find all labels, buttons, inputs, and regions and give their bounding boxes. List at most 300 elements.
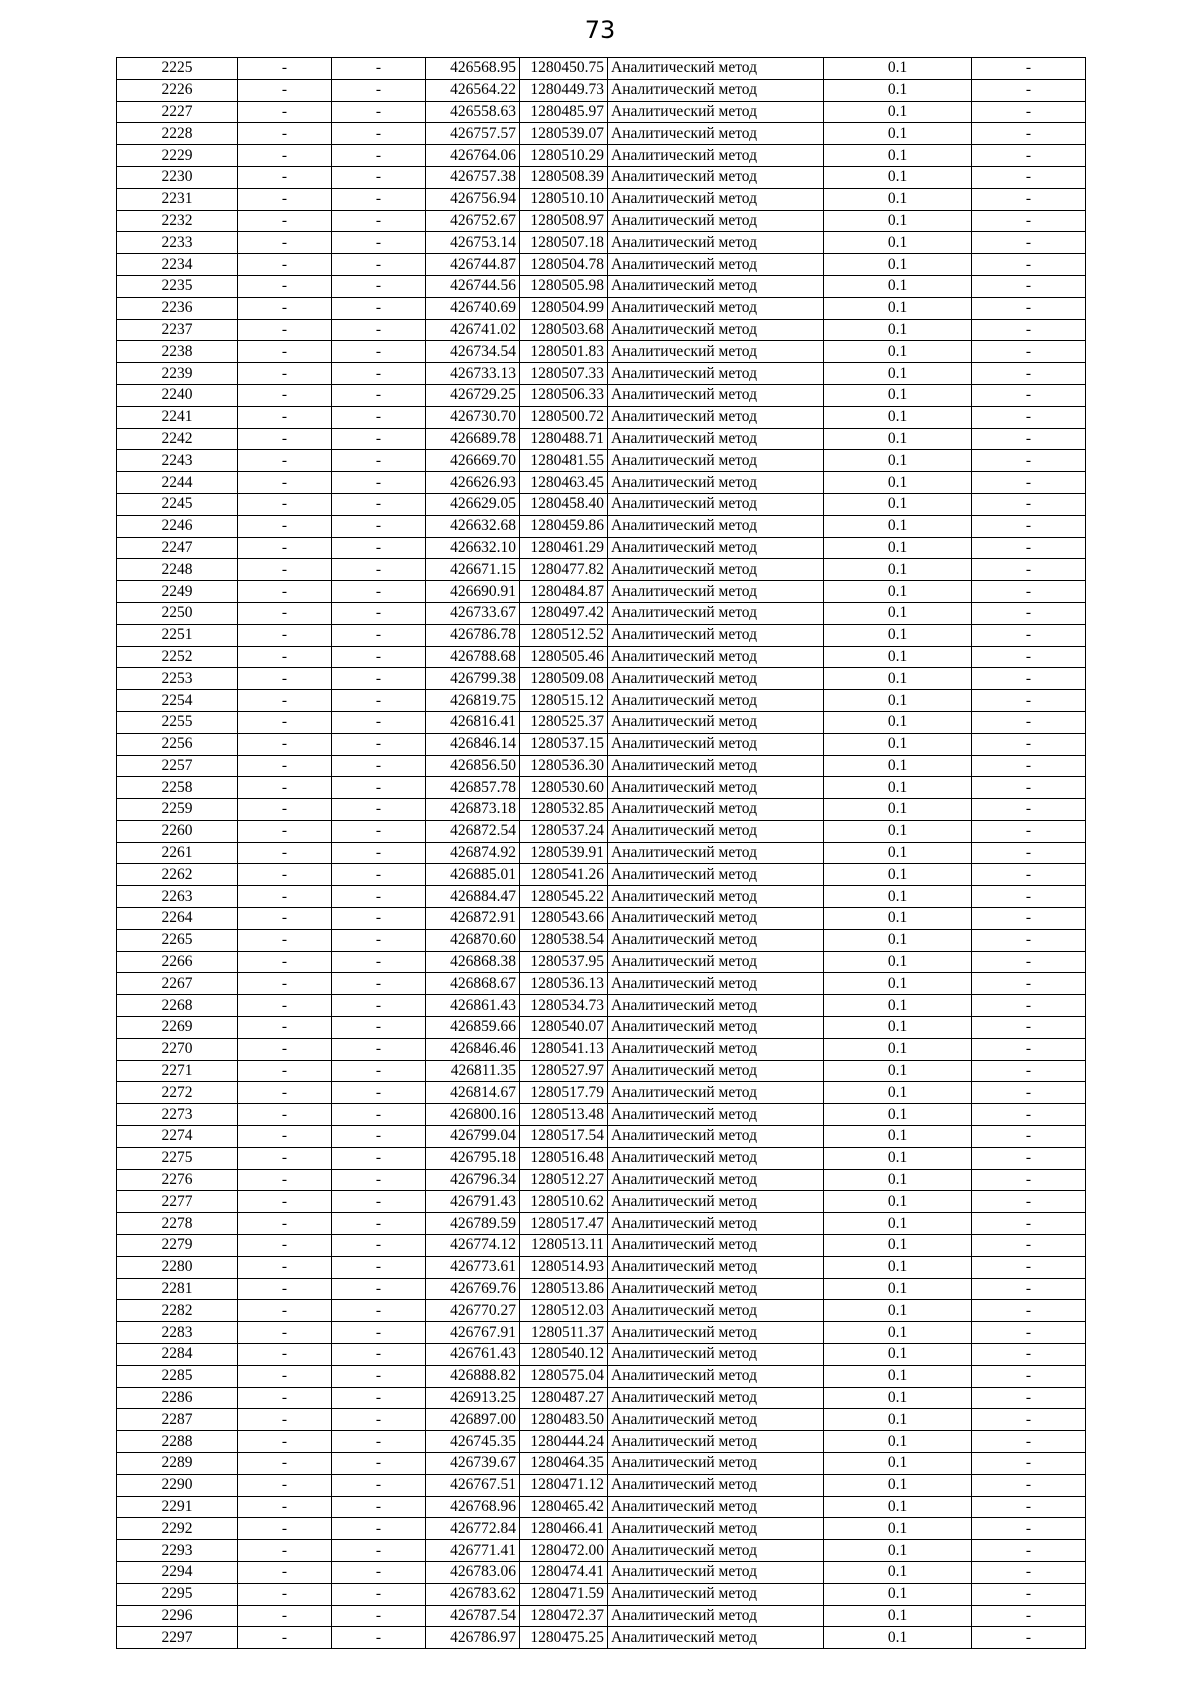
dash-cell: - — [238, 951, 332, 973]
x-coordinate-cell: 426786.97 — [426, 1627, 520, 1649]
method-cell: Аналитический метод — [608, 166, 824, 188]
table-row — [117, 646, 1086, 668]
x-coordinate-cell: 426564.22 — [426, 79, 520, 101]
dash-cell: - — [238, 1213, 332, 1235]
dash-cell: - — [972, 842, 1086, 864]
point-number-cell: 2225 — [117, 58, 238, 80]
point-number-cell: 2252 — [117, 646, 238, 668]
method-cell: Аналитический метод — [608, 428, 824, 450]
x-coordinate-cell: 426859.66 — [426, 1017, 520, 1039]
x-coordinate-cell: 426669.70 — [426, 450, 520, 472]
method-cell: Аналитический метод — [608, 995, 824, 1017]
dash-cell: - — [972, 1169, 1086, 1191]
dash-cell: - — [332, 406, 426, 428]
method-cell: Аналитический метод — [608, 1540, 824, 1562]
point-number-cell: 2238 — [117, 341, 238, 363]
dash-cell: - — [332, 995, 426, 1017]
dash-cell: - — [972, 166, 1086, 188]
dash-cell: - — [332, 1583, 426, 1605]
dash-cell: - — [972, 232, 1086, 254]
dash-cell: - — [238, 1561, 332, 1583]
y-coordinate-cell: 1280525.37 — [520, 711, 608, 733]
table-row — [117, 1147, 1086, 1169]
dash-cell: - — [332, 690, 426, 712]
dash-cell: - — [972, 1126, 1086, 1148]
dash-cell: - — [332, 559, 426, 581]
method-cell: Аналитический метод — [608, 472, 824, 494]
method-cell: Аналитический метод — [608, 1561, 824, 1583]
y-coordinate-cell: 1280541.26 — [520, 864, 608, 886]
table-row — [117, 951, 1086, 973]
x-coordinate-cell: 426734.54 — [426, 341, 520, 363]
dash-cell: - — [238, 581, 332, 603]
table-row — [117, 1060, 1086, 1082]
dash-cell: - — [238, 995, 332, 1017]
y-coordinate-cell: 1280543.66 — [520, 908, 608, 930]
point-number-cell: 2268 — [117, 995, 238, 1017]
x-coordinate-cell: 426791.43 — [426, 1191, 520, 1213]
y-coordinate-cell: 1280485.97 — [520, 101, 608, 123]
dash-cell: - — [238, 275, 332, 297]
table-row — [117, 1126, 1086, 1148]
method-cell: Аналитический метод — [608, 1431, 824, 1453]
dash-cell: - — [238, 384, 332, 406]
x-coordinate-cell: 426756.94 — [426, 188, 520, 210]
x-coordinate-cell: 426632.68 — [426, 515, 520, 537]
dash-cell: - — [332, 908, 426, 930]
table-row — [117, 123, 1086, 145]
dash-cell: - — [972, 145, 1086, 167]
accuracy-cell: 0.1 — [824, 1038, 972, 1060]
y-coordinate-cell: 1280516.48 — [520, 1147, 608, 1169]
y-coordinate-cell: 1280501.83 — [520, 341, 608, 363]
dash-cell: - — [972, 1322, 1086, 1344]
table-row — [117, 995, 1086, 1017]
x-coordinate-cell: 426846.46 — [426, 1038, 520, 1060]
y-coordinate-cell: 1280539.91 — [520, 842, 608, 864]
accuracy-cell: 0.1 — [824, 820, 972, 842]
accuracy-cell: 0.1 — [824, 1496, 972, 1518]
method-cell: Аналитический метод — [608, 493, 824, 515]
x-coordinate-cell: 426788.68 — [426, 646, 520, 668]
dash-cell: - — [238, 1147, 332, 1169]
x-coordinate-cell: 426771.41 — [426, 1540, 520, 1562]
dash-cell: - — [972, 1017, 1086, 1039]
y-coordinate-cell: 1280530.60 — [520, 777, 608, 799]
table-row — [117, 886, 1086, 908]
dash-cell: - — [332, 929, 426, 951]
dash-cell: - — [238, 1126, 332, 1148]
dash-cell: - — [972, 1191, 1086, 1213]
y-coordinate-cell: 1280513.48 — [520, 1104, 608, 1126]
table-row — [117, 1561, 1086, 1583]
dash-cell: - — [238, 1017, 332, 1039]
dash-cell: - — [332, 820, 426, 842]
method-cell: Аналитический метод — [608, 384, 824, 406]
dash-cell: - — [332, 1431, 426, 1453]
table-row — [117, 1278, 1086, 1300]
accuracy-cell: 0.1 — [824, 799, 972, 821]
dash-cell: - — [238, 1082, 332, 1104]
method-cell: Аналитический метод — [608, 646, 824, 668]
point-number-cell: 2291 — [117, 1496, 238, 1518]
dash-cell: - — [972, 406, 1086, 428]
dash-cell: - — [238, 428, 332, 450]
x-coordinate-cell: 426795.18 — [426, 1147, 520, 1169]
method-cell: Аналитический метод — [608, 1256, 824, 1278]
method-cell: Аналитический метод — [608, 341, 824, 363]
point-number-cell: 2283 — [117, 1322, 238, 1344]
dash-cell: - — [332, 1060, 426, 1082]
x-coordinate-cell: 426626.93 — [426, 472, 520, 494]
method-cell: Аналитический метод — [608, 275, 824, 297]
dash-cell: - — [332, 711, 426, 733]
dash-cell: - — [972, 341, 1086, 363]
method-cell: Аналитический метод — [608, 559, 824, 581]
accuracy-cell: 0.1 — [824, 297, 972, 319]
method-cell: Аналитический метод — [608, 188, 824, 210]
x-coordinate-cell: 426752.67 — [426, 210, 520, 232]
dash-cell: - — [332, 1496, 426, 1518]
accuracy-cell: 0.1 — [824, 1344, 972, 1366]
dash-cell: - — [972, 951, 1086, 973]
table-row — [117, 79, 1086, 101]
y-coordinate-cell: 1280506.33 — [520, 384, 608, 406]
dash-cell: - — [332, 1540, 426, 1562]
dash-cell: - — [238, 908, 332, 930]
y-coordinate-cell: 1280508.39 — [520, 166, 608, 188]
method-cell: Аналитический метод — [608, 537, 824, 559]
table-row — [117, 406, 1086, 428]
point-number-cell: 2262 — [117, 864, 238, 886]
table-row — [117, 777, 1086, 799]
x-coordinate-cell: 426745.35 — [426, 1431, 520, 1453]
method-cell: Аналитический метод — [608, 1387, 824, 1409]
y-coordinate-cell: 1280504.78 — [520, 254, 608, 276]
y-coordinate-cell: 1280504.99 — [520, 297, 608, 319]
table-row — [117, 1104, 1086, 1126]
dash-cell: - — [972, 515, 1086, 537]
dash-cell: - — [238, 1344, 332, 1366]
x-coordinate-cell: 426846.14 — [426, 733, 520, 755]
point-number-cell: 2279 — [117, 1235, 238, 1257]
x-coordinate-cell: 426774.12 — [426, 1235, 520, 1257]
table-row — [117, 363, 1086, 385]
table-row — [117, 1583, 1086, 1605]
point-number-cell: 2278 — [117, 1213, 238, 1235]
point-number-cell: 2255 — [117, 711, 238, 733]
dash-cell: - — [238, 232, 332, 254]
x-coordinate-cell: 426757.38 — [426, 166, 520, 188]
x-coordinate-cell: 426741.02 — [426, 319, 520, 341]
table-row — [117, 864, 1086, 886]
dash-cell: - — [972, 733, 1086, 755]
accuracy-cell: 0.1 — [824, 1453, 972, 1475]
table-row — [117, 515, 1086, 537]
accuracy-cell: 0.1 — [824, 1431, 972, 1453]
y-coordinate-cell: 1280517.54 — [520, 1126, 608, 1148]
dash-cell: - — [332, 1365, 426, 1387]
table-row — [117, 1605, 1086, 1627]
dash-cell: - — [332, 297, 426, 319]
dash-cell: - — [972, 363, 1086, 385]
dash-cell: - — [332, 733, 426, 755]
y-coordinate-cell: 1280484.87 — [520, 581, 608, 603]
point-number-cell: 2243 — [117, 450, 238, 472]
table-row — [117, 711, 1086, 733]
y-coordinate-cell: 1280507.33 — [520, 363, 608, 385]
x-coordinate-cell: 426799.38 — [426, 668, 520, 690]
point-number-cell: 2246 — [117, 515, 238, 537]
method-cell: Аналитический метод — [608, 886, 824, 908]
dash-cell: - — [238, 1453, 332, 1475]
point-number-cell: 2275 — [117, 1147, 238, 1169]
dash-cell: - — [238, 101, 332, 123]
dash-cell: - — [238, 188, 332, 210]
dash-cell: - — [332, 602, 426, 624]
method-cell: Аналитический метод — [608, 581, 824, 603]
dash-cell: - — [238, 1038, 332, 1060]
accuracy-cell: 0.1 — [824, 210, 972, 232]
dash-cell: - — [238, 929, 332, 951]
dash-cell: - — [238, 1365, 332, 1387]
dash-cell: - — [238, 973, 332, 995]
dash-cell: - — [238, 406, 332, 428]
table-row — [117, 232, 1086, 254]
x-coordinate-cell: 426870.60 — [426, 929, 520, 951]
table-row — [117, 559, 1086, 581]
point-number-cell: 2292 — [117, 1518, 238, 1540]
coordinates-table — [116, 57, 1086, 1649]
accuracy-cell: 0.1 — [824, 275, 972, 297]
table-row — [117, 166, 1086, 188]
table-row — [117, 145, 1086, 167]
dash-cell: - — [332, 646, 426, 668]
dash-cell: - — [332, 1017, 426, 1039]
dash-cell: - — [972, 1583, 1086, 1605]
x-coordinate-cell: 426856.50 — [426, 755, 520, 777]
accuracy-cell: 0.1 — [824, 886, 972, 908]
dash-cell: - — [972, 428, 1086, 450]
dash-cell: - — [238, 297, 332, 319]
point-number-cell: 2242 — [117, 428, 238, 450]
dash-cell: - — [332, 341, 426, 363]
dash-cell: - — [332, 1235, 426, 1257]
table-row — [117, 1256, 1086, 1278]
dash-cell: - — [332, 668, 426, 690]
accuracy-cell: 0.1 — [824, 777, 972, 799]
method-cell: Аналитический метод — [608, 1409, 824, 1431]
y-coordinate-cell: 1280471.59 — [520, 1583, 608, 1605]
accuracy-cell: 0.1 — [824, 384, 972, 406]
point-number-cell: 2250 — [117, 602, 238, 624]
dash-cell: - — [238, 820, 332, 842]
point-number-cell: 2245 — [117, 493, 238, 515]
y-coordinate-cell: 1280517.79 — [520, 1082, 608, 1104]
dash-cell: - — [238, 1191, 332, 1213]
dash-cell: - — [238, 1322, 332, 1344]
dash-cell: - — [238, 493, 332, 515]
dash-cell: - — [238, 1605, 332, 1627]
dash-cell: - — [972, 493, 1086, 515]
point-number-cell: 2237 — [117, 319, 238, 341]
method-cell: Аналитический метод — [608, 1169, 824, 1191]
dash-cell: - — [238, 1518, 332, 1540]
table-row — [117, 1038, 1086, 1060]
y-coordinate-cell: 1280449.73 — [520, 79, 608, 101]
accuracy-cell: 0.1 — [824, 1540, 972, 1562]
point-number-cell: 2244 — [117, 472, 238, 494]
y-coordinate-cell: 1280539.07 — [520, 123, 608, 145]
dash-cell: - — [972, 777, 1086, 799]
y-coordinate-cell: 1280472.00 — [520, 1540, 608, 1562]
dash-cell: - — [972, 864, 1086, 886]
table-row — [117, 428, 1086, 450]
table-row — [117, 908, 1086, 930]
y-coordinate-cell: 1280537.95 — [520, 951, 608, 973]
point-number-cell: 2241 — [117, 406, 238, 428]
x-coordinate-cell: 426568.95 — [426, 58, 520, 80]
point-number-cell: 2286 — [117, 1387, 238, 1409]
dash-cell: - — [238, 1409, 332, 1431]
dash-cell: - — [332, 1038, 426, 1060]
table-row — [117, 1300, 1086, 1322]
accuracy-cell: 0.1 — [824, 711, 972, 733]
dash-cell: - — [238, 1300, 332, 1322]
x-coordinate-cell: 426861.43 — [426, 995, 520, 1017]
x-coordinate-cell: 426757.57 — [426, 123, 520, 145]
point-number-cell: 2234 — [117, 254, 238, 276]
dash-cell: - — [238, 1278, 332, 1300]
dash-cell: - — [238, 799, 332, 821]
method-cell: Аналитический метод — [608, 1605, 824, 1627]
accuracy-cell: 0.1 — [824, 602, 972, 624]
dash-cell: - — [238, 1627, 332, 1649]
y-coordinate-cell: 1280500.72 — [520, 406, 608, 428]
dash-cell: - — [332, 472, 426, 494]
x-coordinate-cell: 426689.78 — [426, 428, 520, 450]
table-row — [117, 690, 1086, 712]
table-row — [117, 275, 1086, 297]
table-row — [117, 210, 1086, 232]
method-cell: Аналитический метод — [608, 123, 824, 145]
table-row — [117, 472, 1086, 494]
accuracy-cell: 0.1 — [824, 973, 972, 995]
dash-cell: - — [238, 1583, 332, 1605]
dash-cell: - — [972, 1453, 1086, 1475]
method-cell: Аналитический метод — [608, 864, 824, 886]
x-coordinate-cell: 426671.15 — [426, 559, 520, 581]
table-row — [117, 537, 1086, 559]
dash-cell: - — [332, 581, 426, 603]
dash-cell: - — [972, 472, 1086, 494]
y-coordinate-cell: 1280497.42 — [520, 602, 608, 624]
accuracy-cell: 0.1 — [824, 101, 972, 123]
method-cell: Аналитический метод — [608, 210, 824, 232]
dash-cell: - — [332, 1474, 426, 1496]
dash-cell: - — [332, 842, 426, 864]
dash-cell: - — [238, 668, 332, 690]
y-coordinate-cell: 1280532.85 — [520, 799, 608, 821]
y-coordinate-cell: 1280512.52 — [520, 624, 608, 646]
table-row — [117, 101, 1086, 123]
dash-cell: - — [332, 799, 426, 821]
method-cell: Аналитический метод — [608, 799, 824, 821]
accuracy-cell: 0.1 — [824, 123, 972, 145]
y-coordinate-cell: 1280510.29 — [520, 145, 608, 167]
dash-cell: - — [972, 1082, 1086, 1104]
dash-cell: - — [332, 1409, 426, 1431]
y-coordinate-cell: 1280463.45 — [520, 472, 608, 494]
x-coordinate-cell: 426761.43 — [426, 1344, 520, 1366]
method-cell: Аналитический метод — [608, 624, 824, 646]
dash-cell: - — [972, 908, 1086, 930]
method-cell: Аналитический метод — [608, 297, 824, 319]
point-number-cell: 2289 — [117, 1453, 238, 1475]
x-coordinate-cell: 426786.78 — [426, 624, 520, 646]
table-row — [117, 1082, 1086, 1104]
x-coordinate-cell: 426897.00 — [426, 1409, 520, 1431]
dash-cell: - — [972, 1474, 1086, 1496]
x-coordinate-cell: 426814.67 — [426, 1082, 520, 1104]
dash-cell: - — [332, 493, 426, 515]
x-coordinate-cell: 426769.76 — [426, 1278, 520, 1300]
method-cell: Аналитический метод — [608, 1147, 824, 1169]
point-number-cell: 2264 — [117, 908, 238, 930]
y-coordinate-cell: 1280527.97 — [520, 1060, 608, 1082]
dash-cell: - — [238, 472, 332, 494]
dash-cell: - — [238, 254, 332, 276]
method-cell: Аналитический метод — [608, 929, 824, 951]
table-row — [117, 973, 1086, 995]
dash-cell: - — [332, 188, 426, 210]
x-coordinate-cell: 426873.18 — [426, 799, 520, 821]
accuracy-cell: 0.1 — [824, 1627, 972, 1649]
dash-cell: - — [332, 384, 426, 406]
accuracy-cell: 0.1 — [824, 472, 972, 494]
y-coordinate-cell: 1280458.40 — [520, 493, 608, 515]
table-row — [117, 799, 1086, 821]
y-coordinate-cell: 1280461.29 — [520, 537, 608, 559]
y-coordinate-cell: 1280464.35 — [520, 1453, 608, 1475]
y-coordinate-cell: 1280481.55 — [520, 450, 608, 472]
accuracy-cell: 0.1 — [824, 908, 972, 930]
dash-cell: - — [972, 690, 1086, 712]
y-coordinate-cell: 1280510.62 — [520, 1191, 608, 1213]
dash-cell: - — [238, 842, 332, 864]
point-number-cell: 2228 — [117, 123, 238, 145]
dash-cell: - — [332, 1322, 426, 1344]
accuracy-cell: 0.1 — [824, 1104, 972, 1126]
accuracy-cell: 0.1 — [824, 690, 972, 712]
method-cell: Аналитический метод — [608, 1474, 824, 1496]
dash-cell: - — [972, 1104, 1086, 1126]
table-row — [117, 1213, 1086, 1235]
point-number-cell: 2297 — [117, 1627, 238, 1649]
accuracy-cell: 0.1 — [824, 319, 972, 341]
method-cell: Аналитический метод — [608, 1453, 824, 1475]
method-cell: Аналитический метод — [608, 101, 824, 123]
dash-cell: - — [238, 733, 332, 755]
accuracy-cell: 0.1 — [824, 1147, 972, 1169]
y-coordinate-cell: 1280541.13 — [520, 1038, 608, 1060]
dash-cell: - — [332, 123, 426, 145]
accuracy-cell: 0.1 — [824, 341, 972, 363]
x-coordinate-cell: 426874.92 — [426, 842, 520, 864]
accuracy-cell: 0.1 — [824, 493, 972, 515]
dash-cell: - — [972, 929, 1086, 951]
accuracy-cell: 0.1 — [824, 1474, 972, 1496]
